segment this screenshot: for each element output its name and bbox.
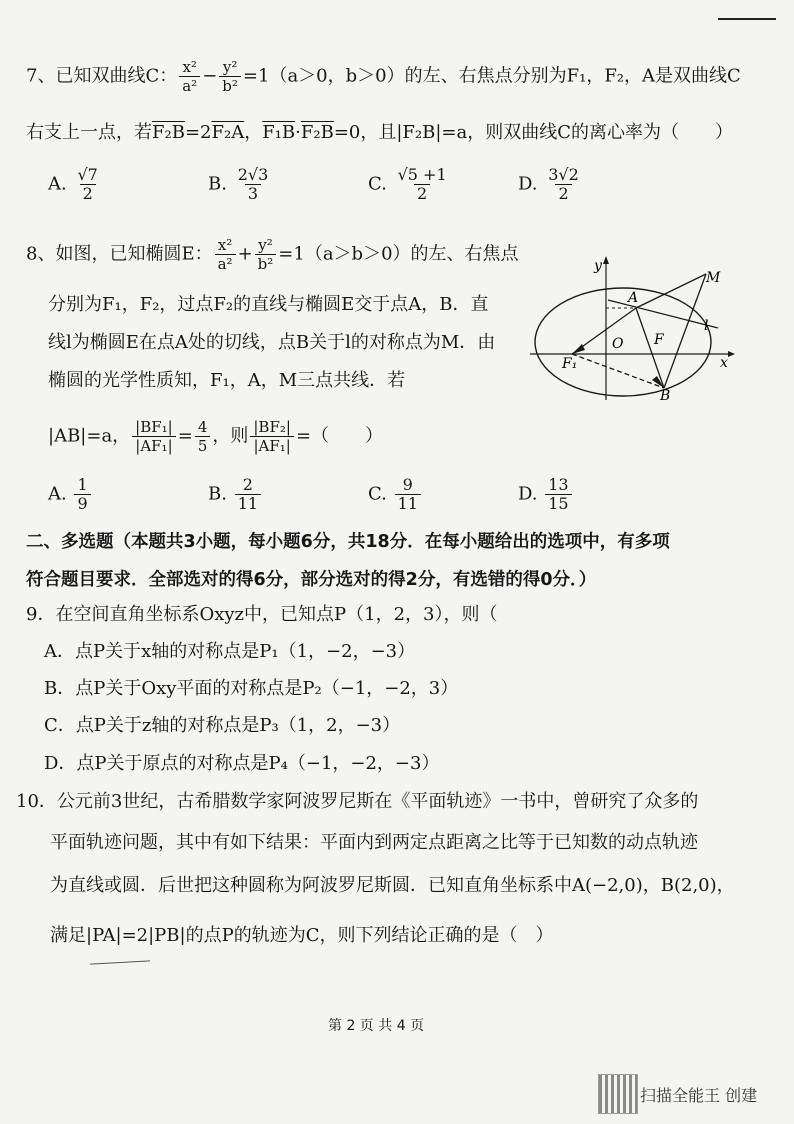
q7-option-d: D. $\frac{3√2}{2}$ <box>518 165 579 203</box>
line-a-b <box>636 308 664 388</box>
vector-f2b: F₂B <box>152 122 185 143</box>
label-b: B <box>660 388 671 402</box>
ellipse-figure <box>528 252 738 402</box>
label-x: x <box>720 355 728 371</box>
q7-line1: 7、已知双曲线C： $\frac{\text{x²}}{\text{a²}}$ − $\frac{\text{y²}}{\text{b²}}$ =1（a＞0，b＞0）的左、右焦点分别为F₁，F₂，A是双曲线C <box>26 58 741 95</box>
q9-option-d: D．点P关于原点的对称点是P₄（−1，−2，−3） <box>44 753 440 774</box>
q10-line2: 平面轨迹问题，其中有如下结果：平面内到两定点距离之比等于已知数的动点轨迹 <box>50 832 698 853</box>
q8-line3: 线l为椭圆E在点A处的切线，点B关于l的对称点为M．由 <box>48 332 496 353</box>
qr-code-icon <box>598 1074 638 1114</box>
section2-line1: 二、多选题（本题共3小题，每小题6分，共18分．在每小题给出的选项中，有多项 <box>26 532 670 552</box>
label-f: F <box>654 332 664 348</box>
q9-stem: 9．在空间直角坐标系Oxyz中，已知点P（1，2，3），则（ <box>26 604 498 625</box>
q7-option-b: B. $\frac{2√3}{3}$ <box>208 165 269 203</box>
q7-option-c: C. $\frac{√5 +1}{2}$ <box>368 165 447 203</box>
scan-mark-2 <box>90 960 150 964</box>
label-f1: F₁ <box>562 356 578 372</box>
q9-option-a: A．点P关于x轴的对称点是P₁（1，−2，−3） <box>44 641 416 662</box>
label-m: M <box>706 270 721 286</box>
q10-line4: 满足|PA|=2|PB|的点P的轨迹为C，则下列结论正确的是（ ） <box>50 925 554 946</box>
q8-line4: 椭圆的光学性质知，F₁，A，M三点共线．若 <box>48 370 406 391</box>
vector-f1b: F₁B <box>262 122 296 143</box>
x-axis-arrow-icon <box>728 351 735 357</box>
q8-frac-y: $\frac{\text{y²}}{\text{b²}}$ <box>255 236 277 273</box>
q8-option-d: D. $\frac{13}{15}$ <box>518 476 574 513</box>
q8-line5: |AB|=a， $\frac{\text{|BF₁|}}{\text{|AF₁|}}$ = $\frac{4}{5}$ ，则 $\frac{\text{|BF₂|}}{\text{|AF₁|}}$ =（ ） <box>48 418 384 455</box>
scanner-watermark: 扫描全能王 创建 <box>640 1086 758 1105</box>
q8-line2: 分别为F₁，F₂，过点F₂的直线与椭圆E交于点A，B．直 <box>48 294 489 315</box>
vector-f2b-2: F₂B <box>300 122 334 143</box>
q10-line1: 10．公元前3世纪，古希腊数学家阿波罗尼斯在《平面轨迹》一书中，曾研究了众多的 <box>16 791 699 812</box>
label-y: y <box>594 258 602 274</box>
q10-line3: 为直线或圆．后世把这种圆称为阿波罗尼斯圆．已知直角坐标系中A(−2,0)，B(2,0)， <box>50 875 735 896</box>
page-footer: 第 2 页 共 4 页 <box>328 1018 425 1034</box>
scan-mark <box>718 18 776 20</box>
q7-line2: 右支上一点，若F₂B=2F₂A，F₁B·F₂B=0，且|F₂B|=a，则双曲线C的离心率为（ ） <box>26 122 733 143</box>
q8-frac-x: $\frac{\text{x²}}{\text{a²}}$ <box>215 236 236 273</box>
vector-f2a: F₂A <box>211 122 245 143</box>
q8-option-a: A. $\frac{1}{9}$ <box>48 476 93 513</box>
q9-option-b: B．点P关于Oxy平面的对称点是P₂（−1，−2，3） <box>44 678 459 699</box>
q7-frac-y: $\frac{\text{y²}}{\text{b²}}$ <box>219 58 241 95</box>
q9-option-c: C．点P关于z轴的对称点是P₃（1，2，−3） <box>44 715 401 736</box>
q8-line1: 8、如图，已知椭圆E： $\frac{\text{x²}}{\text{a²}}$ + $\frac{\text{y²}}{\text{b²}}$ =1（a＞b＞0）的左、右焦点 <box>26 236 519 273</box>
label-o: O <box>612 336 624 352</box>
label-a: A <box>628 290 639 306</box>
q8-option-c: C. $\frac{9}{11}$ <box>368 476 423 513</box>
q7-option-a: A. $\frac{√7}{2}$ <box>48 165 98 203</box>
q7-line1-post: =1（a＞0，b＞0）的左、右焦点分别为F₁，F₂，A是双曲线C <box>242 65 741 87</box>
line-f1-b <box>572 354 664 388</box>
q8-option-b: B. $\frac{2}{11}$ <box>208 476 263 513</box>
q7-line1-pre: 已知双曲线C： <box>55 65 178 87</box>
tangent-l <box>608 300 718 328</box>
q7-frac-x: $\frac{\text{x²}}{\text{a²}}$ <box>179 58 200 95</box>
y-axis-arrow-icon <box>603 256 609 264</box>
label-l: l <box>704 318 709 334</box>
q7-number: 7、 <box>26 65 56 87</box>
section2-line2: 符合题目要求．全部选对的得6分，部分选对的得2分，有选错的得0分．） <box>26 570 597 590</box>
